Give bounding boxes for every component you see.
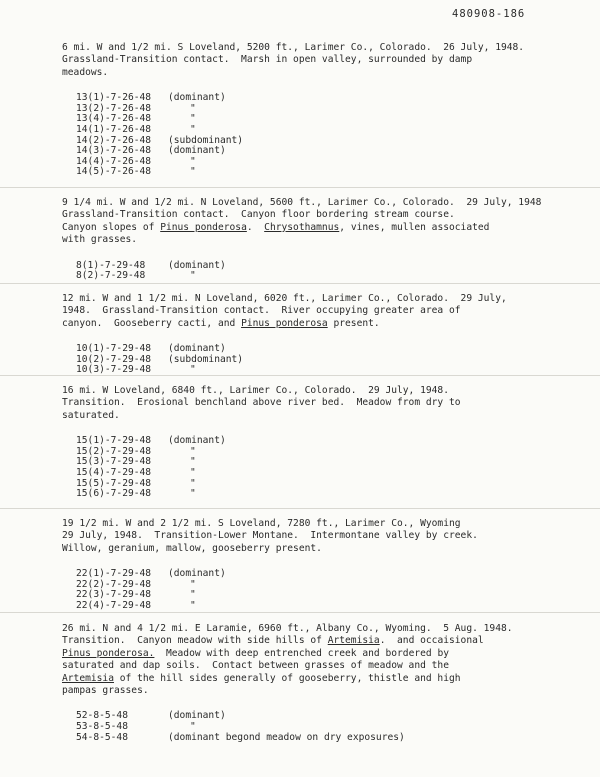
- sample-id: 22(1)-7-29-48: [76, 568, 152, 580]
- description-line: [62, 54, 582, 66]
- text-segment: 1948. Grassland-Transition contact. River occupying greater area of: [62, 305, 461, 317]
- text-segment: Meadow with deep entrenched creek and bordered by: [154, 647, 449, 659]
- sample-id: 10(2)-7-29-48: [76, 353, 152, 365]
- sample-row: [76, 447, 582, 458]
- sample-row: [76, 711, 582, 722]
- locality-description: [62, 385, 582, 422]
- description-line: [62, 530, 582, 542]
- sample-row: [76, 271, 582, 282]
- underlined-taxon: Pinus ponderosa.: [62, 647, 155, 659]
- sample-row: [76, 261, 582, 272]
- underlined-taxon: Pinus ponderosa: [160, 221, 247, 233]
- text-segment: canyon. Gooseberry cacti, and: [62, 317, 242, 329]
- description-line: [62, 293, 582, 305]
- locality-description: [62, 293, 582, 330]
- description-line: [62, 222, 582, 234]
- sample-row: [76, 114, 582, 125]
- text-segment: 9 1/4 mi. W and 1/2 mi. N Loveland, 5600 ft., Larimer Co., Colorado. 29 July, 1948: [62, 197, 542, 208]
- section-divider: [0, 187, 600, 188]
- sample-id: 14(1)-7-26-48: [76, 124, 152, 135]
- sample-note: (dominant): [168, 92, 226, 104]
- section-divider: [0, 508, 600, 509]
- text-segment: saturated.: [62, 409, 120, 421]
- sample-row: [76, 104, 582, 115]
- sample-row: [76, 601, 582, 612]
- text-segment: Grassland-Transition contact. Marsh in open valley, surrounded by damp: [62, 54, 473, 66]
- sample-row: [76, 146, 582, 157]
- locality-entry: [62, 293, 582, 376]
- sample-id: 54-8-5-48: [76, 731, 128, 743]
- underlined-taxon: Pinus ponderosa: [241, 317, 328, 329]
- text-segment: present.: [327, 317, 380, 329]
- sample-list: [76, 93, 582, 178]
- sample-note: ": [190, 488, 196, 500]
- sample-row: [76, 365, 582, 376]
- sample-id: 10(3)-7-29-48: [76, 364, 152, 376]
- sample-row: [76, 157, 582, 168]
- description-line: [62, 234, 582, 246]
- underlined-taxon: Chrysothamnus: [264, 221, 340, 233]
- sample-note: ": [190, 600, 196, 611]
- sample-id: 15(2)-7-29-48: [76, 445, 152, 457]
- locality-entry: [62, 42, 582, 178]
- description-line: [62, 385, 582, 397]
- sample-row: [76, 355, 582, 366]
- document-id: 480908-186: [452, 8, 526, 20]
- sample-row: [76, 436, 582, 447]
- sample-row: [76, 468, 582, 479]
- text-segment: meadows.: [62, 66, 109, 78]
- text-segment: 26 mi. N and 4 1/2 mi. E Laramie, 6960 ft., Albany Co., Wyoming. 5 Aug. 1948.: [62, 623, 513, 634]
- sample-id: 14(5)-7-26-48: [76, 166, 152, 178]
- locality-entry: [62, 385, 582, 500]
- description-line: [62, 635, 582, 647]
- description-line: [62, 305, 582, 317]
- text-segment: 29 July, 1948. Transition-Lower Montane. Intermontane valley by creek.: [62, 530, 478, 542]
- sample-note: ": [190, 721, 196, 733]
- sample-note: ": [190, 456, 196, 468]
- sample-id: 13(4)-7-26-48: [76, 113, 152, 125]
- sample-note: (dominant): [168, 435, 226, 447]
- text-segment: with grasses.: [62, 234, 138, 246]
- sample-row: [76, 479, 582, 490]
- sample-list: [76, 344, 582, 376]
- sample-id: 14(4)-7-26-48: [76, 155, 152, 167]
- text-segment: Transition. Erosional benchland above river bed. Meadow from dry to: [62, 397, 461, 409]
- description-line: [62, 67, 582, 79]
- sample-list: [76, 261, 582, 282]
- sample-note: (dominant begond meadow on dry exposures): [168, 731, 405, 743]
- text-segment: 12 mi. W and 1 1/2 mi. N Loveland, 6020 ft., Larimer Co., Colorado. 29 July,: [62, 293, 507, 304]
- sample-id: 22(2)-7-29-48: [76, 578, 152, 590]
- description-line: [62, 397, 582, 409]
- sample-row: [76, 93, 582, 104]
- sample-id: 14(2)-7-26-48: [76, 134, 152, 146]
- sample-note: ": [190, 102, 196, 114]
- locality-description: [62, 623, 582, 697]
- sample-list: [76, 711, 582, 743]
- section-divider: [0, 283, 600, 284]
- sample-id: 15(6)-7-29-48: [76, 488, 152, 500]
- text-segment: 6 mi. W and 1/2 mi. S Loveland, 5200 ft., Larimer Co., Colorado. 26 July, 1948.: [62, 42, 525, 53]
- sample-id: 15(4)-7-29-48: [76, 467, 152, 478]
- sample-note: (dominant): [168, 145, 226, 157]
- description-line: [62, 673, 582, 685]
- sample-id: 53-8-5-48: [76, 721, 128, 733]
- description-line: [62, 209, 582, 221]
- underlined-taxon: Artemisia: [62, 672, 114, 684]
- text-segment: 16 mi. W Loveland, 6840 ft., Larimer Co., Colorado. 29 July, 1948.: [62, 385, 449, 396]
- sample-row: [76, 136, 582, 147]
- sample-row: [76, 489, 582, 500]
- sample-note: ": [190, 589, 196, 601]
- sample-note: ": [190, 124, 196, 135]
- text-segment: , vines, mullen associated: [339, 221, 490, 233]
- sample-row: [76, 580, 582, 591]
- sample-list: [76, 436, 582, 500]
- text-segment: of the hill sides generally of gooseberry, thistle and high: [113, 672, 461, 684]
- locality-entry: [62, 518, 582, 612]
- sample-note: ": [190, 578, 196, 590]
- section-divider: [0, 612, 600, 613]
- sample-id: 14(3)-7-26-48: [76, 145, 152, 157]
- sample-note: ": [190, 270, 196, 282]
- sample-list: [76, 569, 582, 611]
- description-line: [62, 197, 582, 209]
- description-line: [62, 518, 582, 530]
- text-segment: 19 1/2 mi. W and 2 1/2 mi. S Loveland, 7280 ft., Larimer Co., Wyoming: [62, 518, 461, 529]
- sample-note: (subdominant): [168, 353, 244, 365]
- sample-row: [76, 590, 582, 601]
- sample-id: 10(1)-7-29-48: [76, 343, 152, 355]
- text-segment: .: [246, 221, 265, 233]
- description-line: [62, 660, 582, 672]
- sample-id: 15(1)-7-29-48: [76, 435, 152, 447]
- description-line: [62, 42, 582, 54]
- sample-id: 8(2)-7-29-48: [76, 270, 146, 282]
- sample-note: ": [190, 477, 196, 489]
- locality-description: [62, 518, 582, 555]
- underlined-taxon: Artemisia: [327, 635, 380, 647]
- sample-note: ": [190, 166, 196, 178]
- text-segment: Transition. Canyon meadow with side hills of: [62, 635, 328, 647]
- sample-id: 13(2)-7-26-48: [76, 102, 152, 114]
- sample-id: 15(5)-7-29-48: [76, 477, 152, 489]
- sample-id: 15(3)-7-29-48: [76, 456, 152, 468]
- locality-description: [62, 42, 582, 79]
- sample-row: [76, 733, 582, 744]
- text-segment: . and occaisional: [379, 635, 484, 647]
- sample-note: (dominant): [168, 259, 226, 271]
- description-line: [62, 648, 582, 660]
- sample-note: (dominant): [168, 568, 226, 580]
- locality-entry: [62, 623, 582, 743]
- sample-id: 8(1)-7-29-48: [76, 259, 146, 271]
- description-line: [62, 318, 582, 330]
- locality-entry: [62, 197, 582, 282]
- description-line: [62, 410, 582, 422]
- sample-note: ": [190, 467, 196, 478]
- sample-row: [76, 167, 582, 178]
- text-segment: Willow, geranium, mallow, gooseberry present.: [62, 542, 322, 554]
- text-segment: saturated and dap soils. Contact between grasses of meadow and the: [62, 660, 449, 672]
- sample-note: ": [190, 155, 196, 167]
- sample-row: [76, 344, 582, 355]
- sample-id: 22(4)-7-29-48: [76, 600, 152, 611]
- locality-description: [62, 197, 582, 247]
- sample-id: 52-8-5-48: [76, 710, 128, 722]
- description-line: [62, 543, 582, 555]
- text-segment: pampas grasses.: [62, 685, 149, 697]
- description-line: [62, 623, 582, 635]
- sample-id: 13(1)-7-26-48: [76, 92, 152, 104]
- sample-row: [76, 569, 582, 580]
- text-segment: Grassland-Transition contact. Canyon floor bordering stream course.: [62, 209, 455, 221]
- sample-note: ": [190, 445, 196, 457]
- sample-row: [76, 457, 582, 468]
- sample-note: (dominant): [168, 710, 226, 722]
- sample-note: (subdominant): [168, 134, 244, 146]
- sample-note: ": [190, 113, 196, 125]
- sample-id: 22(3)-7-29-48: [76, 589, 152, 601]
- sample-note: (dominant): [168, 343, 226, 355]
- text-segment: Canyon slopes of: [62, 221, 161, 233]
- sample-note: ": [190, 364, 196, 376]
- description-line: [62, 685, 582, 697]
- sample-row: [76, 125, 582, 136]
